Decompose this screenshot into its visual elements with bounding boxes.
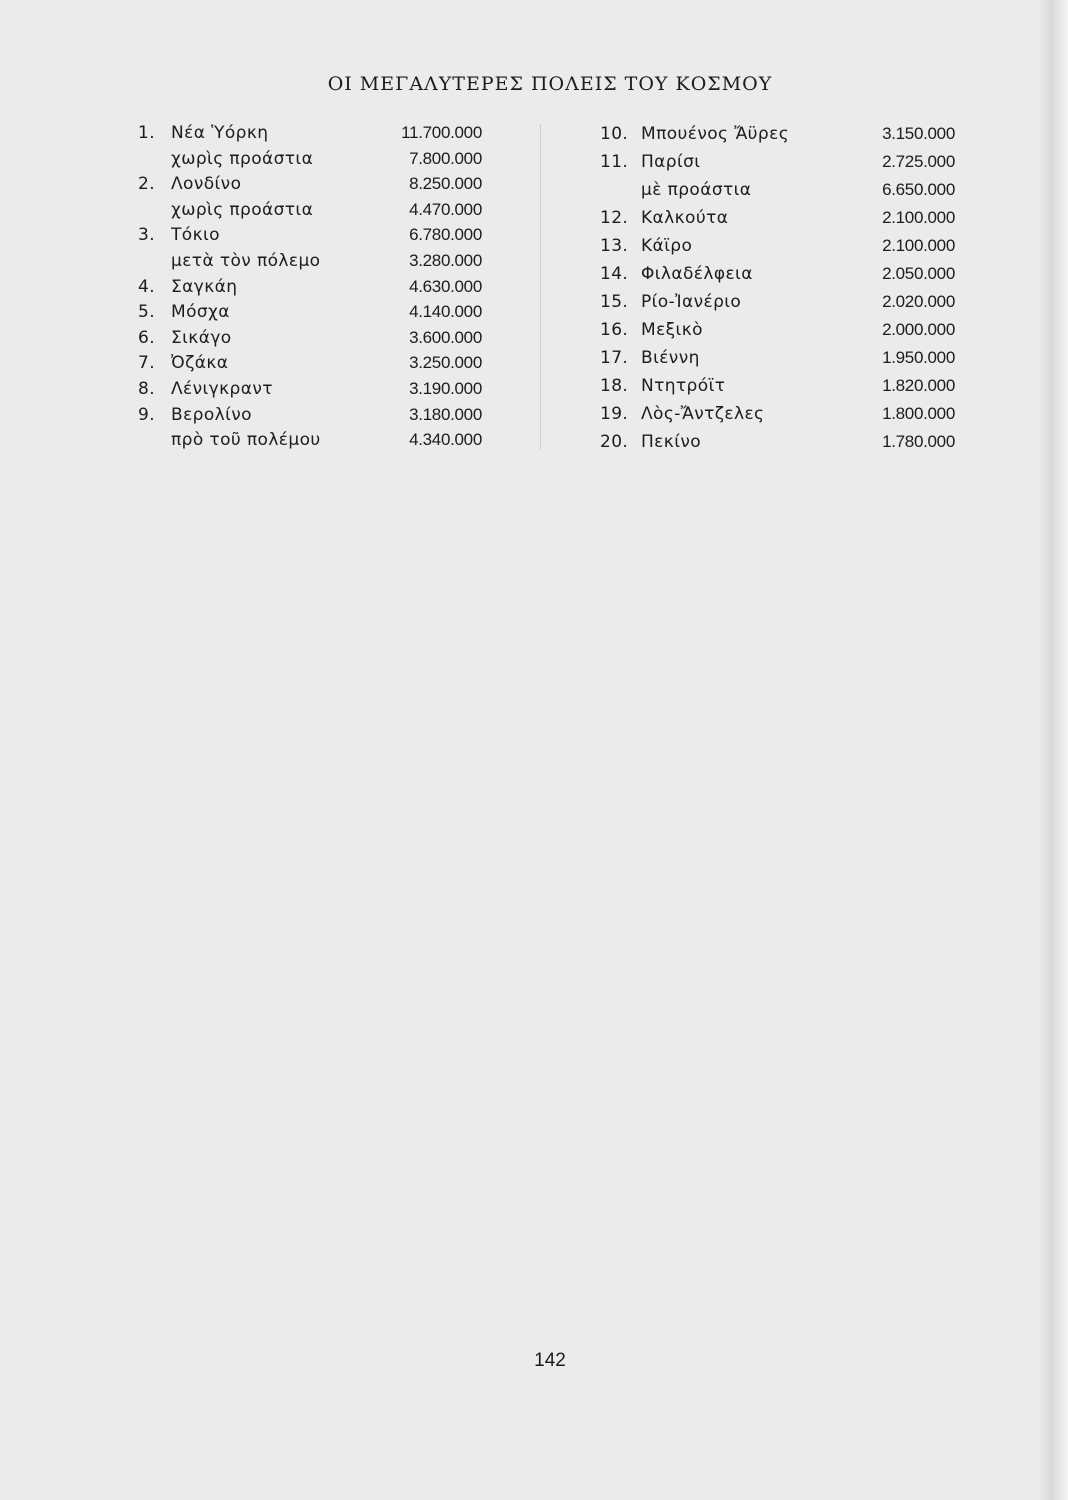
city-row: [138, 402, 482, 428]
population-value: 6.650.000: [882, 180, 955, 199]
population-value: 4.340.000: [409, 430, 482, 450]
page-title: ΟΙ ΜΕΓΑΛΥΤΕΡΕΣ ΠΟΛΕΙΣ ΤΟΥ ΚΟΣΜΟΥ: [327, 73, 773, 95]
city-row: [600, 316, 955, 344]
rank-number: 16.: [600, 320, 629, 340]
city-row: [600, 428, 955, 456]
page-number: 142: [534, 1350, 566, 1371]
population-value: 8.250.000: [409, 174, 482, 194]
city-name: Παρίσι: [641, 152, 701, 172]
population-value: 3.150.000: [882, 124, 955, 143]
city-subrow: [138, 197, 482, 223]
city-name: Λονδίνο: [171, 174, 242, 195]
population-value: 6.780.000: [409, 225, 482, 245]
rank-number: 5.: [138, 302, 156, 323]
city-row: [600, 120, 955, 148]
population-value: 4.630.000: [409, 276, 482, 296]
rank-number: 17.: [600, 348, 629, 368]
rank-number: 18.: [600, 376, 629, 396]
population-value: 2.725.000: [882, 152, 955, 171]
city-subrow: [138, 146, 482, 172]
city-name: Κάϊρο: [641, 236, 693, 256]
rank-number: 8.: [138, 378, 156, 399]
city-row: [138, 222, 482, 248]
population-value: 1.950.000: [882, 348, 955, 367]
city-note: μετὰ τὸν πόλεμο: [171, 250, 321, 271]
population-value: 3.280.000: [409, 250, 482, 270]
page-edge: [1038, 0, 1068, 1500]
city-name: Μπουένος Ἄϋρες: [641, 124, 790, 144]
population-value: 4.470.000: [409, 199, 482, 219]
city-name: Καλκούτα: [641, 208, 729, 228]
city-note: πρὸ τοῦ πολέμου: [171, 430, 321, 451]
rank-number: 3.: [138, 225, 156, 246]
city-row: [600, 372, 955, 400]
city-row: [600, 148, 955, 176]
population-value: 2.020.000: [882, 292, 955, 311]
column-divider: [540, 124, 541, 450]
population-value: 2.100.000: [882, 236, 955, 255]
rank-number: 6.: [138, 327, 156, 348]
rank-number: 2.: [138, 174, 156, 195]
city-name: Λὸς-Ἄντζελες: [641, 404, 765, 424]
population-value: 3.600.000: [409, 327, 482, 347]
city-note: χωρὶς προάστια: [171, 199, 314, 220]
population-value: 4.140.000: [409, 302, 482, 322]
city-row: [138, 274, 482, 300]
city-name: Μόσχα: [171, 302, 230, 323]
population-value: 1.780.000: [882, 432, 955, 451]
city-row: [138, 376, 482, 402]
rank-number: 13.: [600, 236, 629, 256]
population-value: 1.800.000: [882, 404, 955, 423]
right-city-list: [600, 120, 955, 456]
city-name: Βιέννη: [641, 348, 700, 368]
rank-number: 7.: [138, 353, 156, 374]
city-row: [600, 288, 955, 316]
city-subrow: [138, 248, 482, 274]
city-name: Σικάγο: [171, 327, 232, 348]
population-value: 3.190.000: [409, 378, 482, 398]
rank-number: 12.: [600, 208, 629, 228]
rank-number: 9.: [138, 404, 156, 425]
city-name: Πεκίνο: [641, 432, 702, 452]
city-note: χωρὶς προάστια: [171, 148, 314, 169]
city-row: [138, 120, 482, 146]
city-row: [600, 232, 955, 260]
city-name: Τόκιο: [171, 225, 220, 246]
left-city-list: [138, 120, 482, 453]
population-value: 2.050.000: [882, 264, 955, 283]
city-row: [600, 260, 955, 288]
city-name: Ὀζάκα: [171, 353, 229, 374]
city-name: Σαγκάη: [171, 276, 238, 297]
city-subrow: [138, 427, 482, 453]
population-value: 7.800.000: [409, 148, 482, 168]
population-value: 3.250.000: [409, 353, 482, 373]
population-value: 11.700.000: [401, 123, 482, 142]
rank-number: 20.: [600, 432, 629, 452]
rank-number: 11.: [600, 152, 629, 172]
rank-number: 4.: [138, 276, 156, 297]
rank-number: 19.: [600, 404, 629, 424]
city-row: [138, 325, 482, 351]
city-name: Βερολίνο: [171, 404, 252, 425]
city-row: [600, 344, 955, 372]
rank-number: 10.: [600, 124, 629, 144]
rank-number: 1.: [138, 123, 156, 143]
population-value: 1.820.000: [882, 376, 955, 395]
city-name: Ρίο-Ἰανέριο: [641, 292, 742, 312]
city-row: [600, 400, 955, 428]
city-row: [138, 171, 482, 197]
rank-number: 14.: [600, 264, 629, 284]
city-row: [600, 204, 955, 232]
city-name: Νέα Ὑόρκη: [171, 123, 269, 143]
rank-number: 15.: [600, 292, 629, 312]
population-value: 2.000.000: [882, 320, 955, 339]
city-name: Φιλαδέλφεια: [641, 264, 753, 284]
city-row: [138, 299, 482, 325]
city-note: μὲ προάστια: [641, 180, 752, 200]
city-name: Λένιγκραντ: [171, 378, 273, 399]
population-value: 3.180.000: [409, 404, 482, 424]
city-name: Μεξικὸ: [641, 320, 703, 340]
city-subrow: [600, 176, 955, 204]
population-value: 2.100.000: [882, 208, 955, 227]
city-row: [138, 350, 482, 376]
city-name: Ντητρόϊτ: [641, 376, 726, 396]
